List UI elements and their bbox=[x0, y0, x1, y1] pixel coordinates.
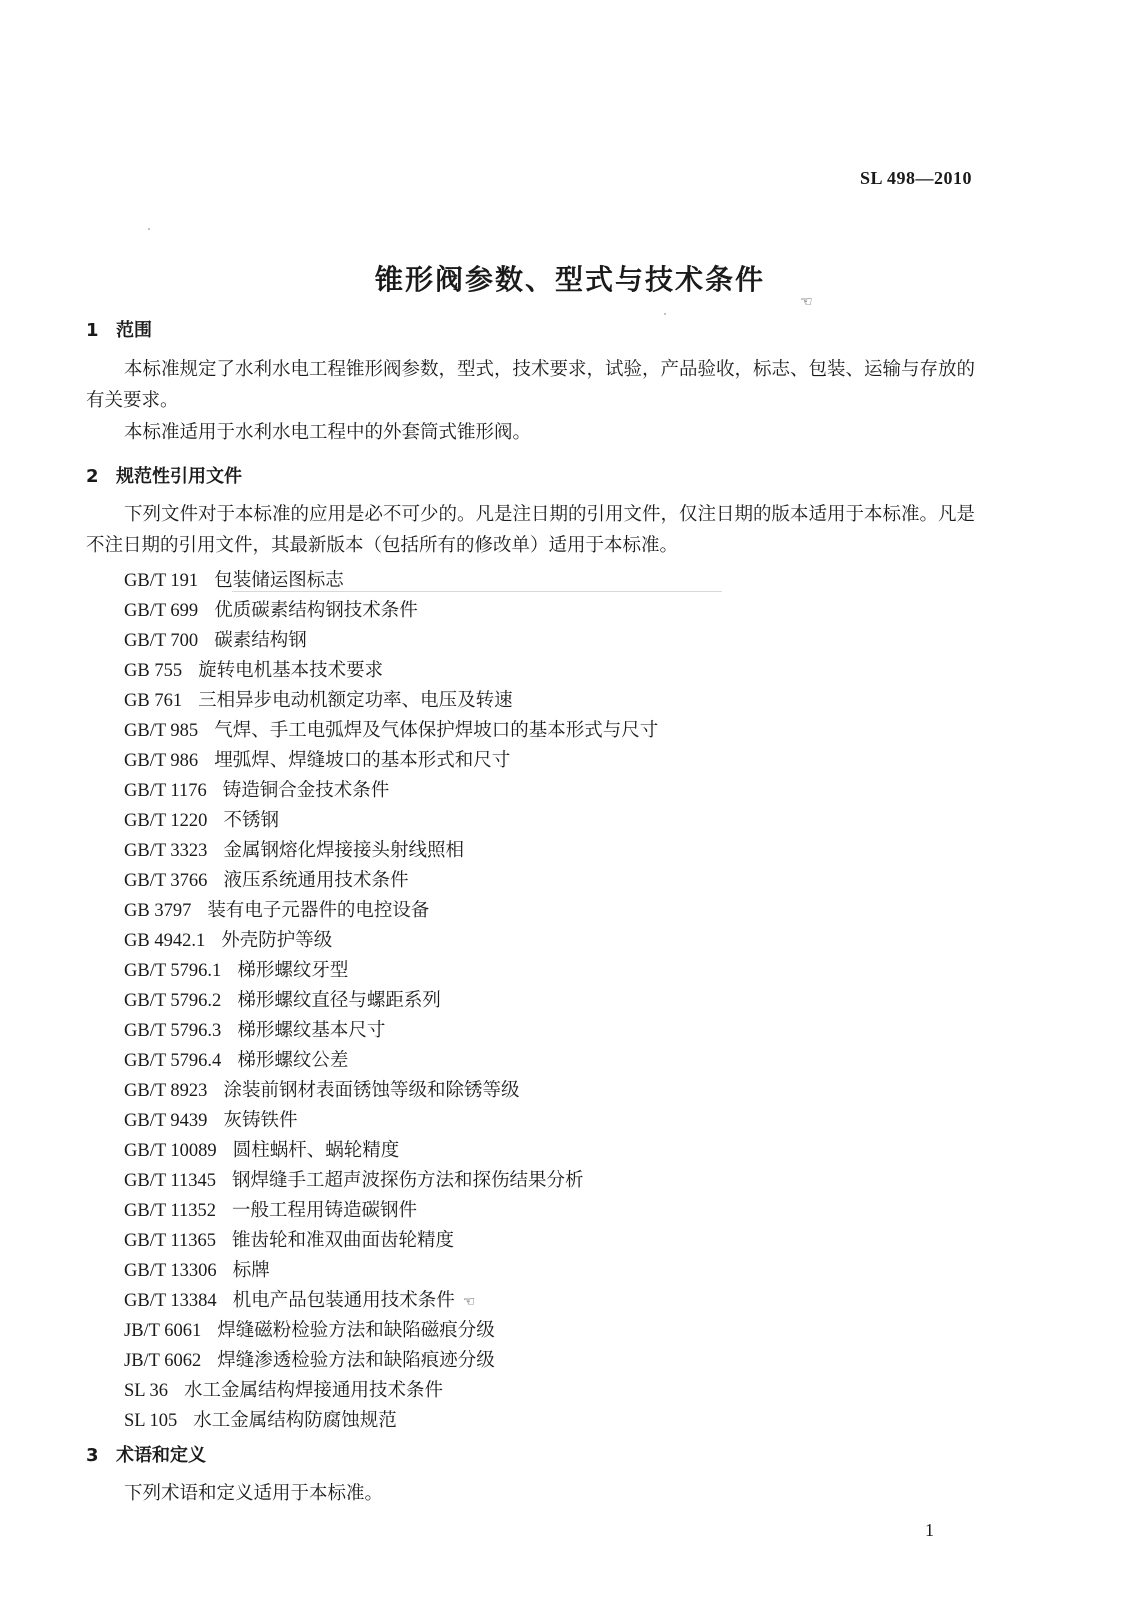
reference-code: GB 3797 bbox=[124, 901, 192, 921]
reference-code: GB/T 11365 bbox=[124, 1231, 216, 1251]
reference-code: GB 755 bbox=[124, 661, 183, 681]
reference-item bbox=[124, 1316, 658, 1346]
section-number: 1 bbox=[86, 320, 99, 341]
section-2-paragraph-1: 下列文件对于本标准的应用是必不可少的。凡是注日期的引用文件，仅注日期的版本适用于本标准。凡是不注日期的引用文件，其最新版本（包括所有的修改单）适用于本标准。 bbox=[86, 504, 976, 556]
scan-speck bbox=[664, 313, 666, 315]
reference-title: 埋弧焊、焊缝坡口的基本形式和尺寸 bbox=[214, 750, 511, 771]
reference-code: GB/T 5796.3 bbox=[124, 1021, 222, 1041]
standard-code: SL 498—2010 bbox=[859, 168, 972, 188]
section-number: 3 bbox=[86, 1445, 99, 1466]
page-number: 1 bbox=[925, 1520, 934, 1540]
reference-title: 焊缝磁粉检验方法和缺陷磁痕分级 bbox=[217, 1320, 495, 1341]
reference-title: 梯形螺纹公差 bbox=[237, 1050, 349, 1071]
scan-speck bbox=[148, 228, 150, 230]
reference-item bbox=[124, 686, 658, 716]
reference-item bbox=[124, 1136, 658, 1166]
reference-item bbox=[124, 566, 658, 596]
reference-title: 不锈钢 bbox=[223, 810, 279, 831]
section-1-paragraph-2: 本标准适用于水利水电工程中的外套筒式锥形阀。 bbox=[124, 422, 532, 443]
reference-item bbox=[124, 1046, 658, 1076]
section-title: 规范性引用文件 bbox=[116, 466, 242, 487]
reference-item bbox=[124, 1286, 658, 1316]
reference-title: 梯形螺纹基本尺寸 bbox=[237, 1020, 386, 1041]
reference-code: GB 4942.1 bbox=[124, 931, 206, 951]
reference-code: GB 761 bbox=[124, 691, 183, 711]
document-title: 锥形阀参数、型式与技术条件 bbox=[374, 263, 765, 296]
reference-title: 梯形螺纹牙型 bbox=[237, 960, 349, 981]
reference-item bbox=[124, 926, 658, 956]
section-1-heading bbox=[86, 316, 152, 342]
reference-code: GB/T 699 bbox=[124, 601, 199, 621]
reference-item bbox=[124, 1106, 658, 1136]
reference-item bbox=[124, 1376, 658, 1406]
reference-code: GB/T 5796.1 bbox=[124, 961, 222, 981]
reference-code: GB/T 8923 bbox=[124, 1081, 208, 1101]
reference-code: GB/T 1220 bbox=[124, 811, 208, 831]
reference-title: 钢焊缝手工超声波探伤方法和探伤结果分析 bbox=[232, 1170, 584, 1191]
reference-title: 金属钢熔化焊接接头射线照相 bbox=[223, 840, 464, 861]
reference-code: JB/T 6061 bbox=[124, 1321, 202, 1341]
reference-code: JB/T 6062 bbox=[124, 1351, 202, 1371]
reference-item bbox=[124, 986, 658, 1016]
hand-cursor-icon: ☜ bbox=[462, 1294, 476, 1310]
reference-item bbox=[124, 596, 658, 626]
reference-title: 涂装前钢材表面锈蚀等级和除锈等级 bbox=[223, 1080, 520, 1101]
hand-cursor-icon: ☜ bbox=[800, 294, 813, 310]
reference-item bbox=[124, 1166, 658, 1196]
reference-item bbox=[124, 1076, 658, 1106]
reference-title: 灰铸铁件 bbox=[223, 1110, 298, 1131]
reference-item bbox=[124, 956, 658, 986]
reference-item bbox=[124, 656, 658, 686]
reference-code: GB/T 3766 bbox=[124, 871, 208, 891]
reference-title: 外壳防护等级 bbox=[221, 930, 333, 951]
reference-title: 旋转电机基本技术要求 bbox=[198, 660, 384, 681]
reference-code: GB/T 3323 bbox=[124, 841, 208, 861]
reference-item bbox=[124, 746, 658, 776]
reference-code: SL 36 bbox=[124, 1381, 169, 1401]
reference-code: GB/T 191 bbox=[124, 571, 199, 591]
reference-title: 三相异步电动机额定功率、电压及转速 bbox=[198, 690, 513, 711]
section-title: 范围 bbox=[116, 320, 152, 341]
reference-item bbox=[124, 1406, 658, 1436]
reference-title: 气焊、手工电弧焊及气体保护焊坡口的基本形式与尺寸 bbox=[214, 720, 659, 741]
reference-code: GB/T 9439 bbox=[124, 1111, 208, 1131]
section-number: 2 bbox=[86, 466, 99, 487]
reference-item bbox=[124, 866, 658, 896]
reference-title: 铸造铜合金技术条件 bbox=[222, 780, 390, 801]
reference-item bbox=[124, 806, 658, 836]
reference-item bbox=[124, 1016, 658, 1046]
reference-code: GB/T 985 bbox=[124, 721, 199, 741]
reference-title: 梯形螺纹直径与螺距系列 bbox=[237, 990, 441, 1011]
reference-code: GB/T 986 bbox=[124, 751, 199, 771]
reference-item bbox=[124, 1256, 658, 1286]
reference-title: 锥齿轮和准双曲面齿轮精度 bbox=[232, 1230, 455, 1251]
reference-code: GB/T 13384 bbox=[124, 1291, 217, 1311]
reference-title: 碳素结构钢 bbox=[214, 630, 307, 651]
reference-code: GB/T 700 bbox=[124, 631, 199, 651]
reference-title: 焊缝渗透检验方法和缺陷痕迹分级 bbox=[217, 1350, 495, 1371]
reference-title: 水工金属结构防腐蚀规范 bbox=[193, 1410, 397, 1431]
reference-title: 优质碳素结构钢技术条件 bbox=[214, 600, 418, 621]
reference-title: 圆柱蜗杆、蜗轮精度 bbox=[232, 1140, 400, 1161]
reference-code: GB/T 11345 bbox=[124, 1171, 216, 1191]
reference-title: 机电产品包装通用技术条件 bbox=[232, 1290, 455, 1311]
section-title: 术语和定义 bbox=[116, 1445, 206, 1466]
reference-code: GB/T 13306 bbox=[124, 1261, 217, 1281]
reference-item bbox=[124, 836, 658, 866]
section-3-heading bbox=[86, 1441, 206, 1467]
reference-item bbox=[124, 1346, 658, 1376]
reference-title: 标牌 bbox=[232, 1260, 270, 1281]
section-1-paragraph-1: 本标准规定了水利水电工程锥形阀参数，型式，技术要求，试验，产品验收，标志、包装、运输与存放的有关要求。 bbox=[86, 359, 976, 411]
reference-list bbox=[124, 566, 658, 1436]
reference-item bbox=[124, 776, 658, 806]
section-2-heading bbox=[86, 462, 242, 488]
reference-title: 一般工程用铸造碳钢件 bbox=[232, 1200, 418, 1221]
reference-item bbox=[124, 1226, 658, 1256]
reference-code: GB/T 5796.4 bbox=[124, 1051, 222, 1071]
section-3-paragraph-1: 下列术语和定义适用于本标准。 bbox=[124, 1483, 384, 1504]
reference-title: 包装储运图标志 bbox=[214, 570, 344, 591]
reference-title: 液压系统通用技术条件 bbox=[223, 870, 409, 891]
reference-code: GB/T 5796.2 bbox=[124, 991, 222, 1011]
reference-code: GB/T 10089 bbox=[124, 1141, 217, 1161]
reference-code: GB/T 1176 bbox=[124, 781, 207, 801]
reference-item bbox=[124, 716, 658, 746]
reference-title: 装有电子元器件的电控设备 bbox=[207, 900, 430, 921]
reference-item bbox=[124, 626, 658, 656]
reference-code: SL 105 bbox=[124, 1411, 178, 1431]
reference-item bbox=[124, 896, 658, 926]
reference-title: 水工金属结构焊接通用技术条件 bbox=[184, 1380, 444, 1401]
reference-code: GB/T 11352 bbox=[124, 1201, 216, 1221]
reference-item bbox=[124, 1196, 658, 1226]
